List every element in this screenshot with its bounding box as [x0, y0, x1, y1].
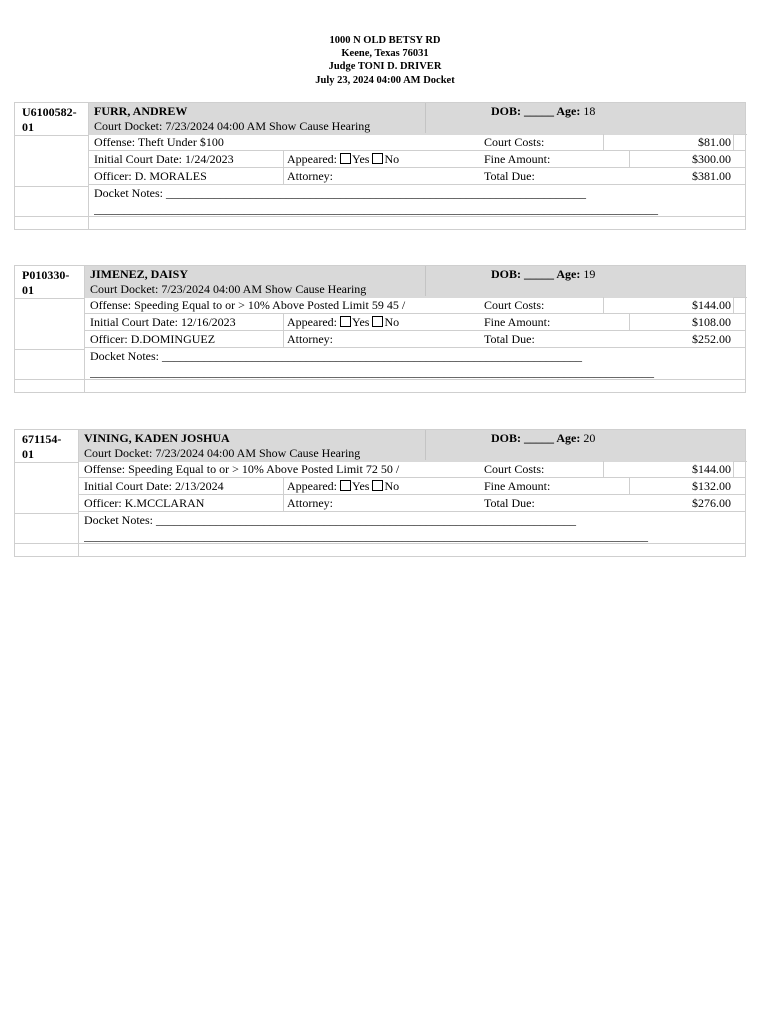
docket-notes-label: Docket Notes: ______________________________________________________________________ — [90, 349, 582, 363]
case-number — [14, 265, 84, 393]
attorney-label: Attorney: — [287, 496, 333, 510]
appeared-field — [287, 151, 399, 168]
defendant-name: FURR, ANDREW — [94, 104, 188, 118]
case-record — [14, 102, 746, 232]
appeared-label: Appeared: — [287, 152, 337, 166]
no-label: No — [384, 152, 400, 166]
fine-amount-value: $300.00 — [692, 152, 731, 166]
court-docket: Court Docket: 7/23/2024 04:00 AM Show Cause Hearing — [84, 446, 361, 460]
attorney-label: Attorney: — [287, 332, 333, 346]
fine-amount-value: $108.00 — [692, 315, 731, 329]
case-details — [78, 429, 746, 557]
case-number — [14, 429, 78, 557]
total-due-value: $252.00 — [692, 332, 731, 346]
court-city: Keene, Texas 76031 — [341, 48, 429, 60]
judge-name: Judge TONI D. DRIVER — [328, 61, 442, 73]
total-due-label: Total Due: — [484, 332, 535, 346]
fine-amount-value: $132.00 — [692, 479, 731, 493]
case-number-line1: P010330- — [22, 268, 70, 282]
court-costs-label: Court Costs: — [484, 135, 545, 149]
court-docket: Court Docket: 7/23/2024 04:00 AM Show Cause Hearing — [90, 282, 367, 296]
appeared-field — [287, 314, 399, 331]
yes-label: Yes — [351, 152, 370, 166]
total-due-value: $276.00 — [692, 496, 731, 510]
no-checkbox[interactable] — [372, 153, 383, 164]
case-details — [84, 265, 746, 393]
yes-checkbox[interactable] — [340, 480, 351, 491]
age-value: 18 — [583, 104, 596, 118]
appeared-label: Appeared: — [287, 315, 337, 329]
court-costs-label: Court Costs: — [484, 462, 545, 476]
initial-court-date: Initial Court Date: 1/24/2023 — [94, 152, 234, 166]
docket-notes-line: ______________________________________________________________________________________________ — [90, 365, 654, 379]
case-number-line2: 01 — [22, 283, 34, 297]
yes-checkbox[interactable] — [340, 316, 351, 327]
total-due-label: Total Due: — [484, 169, 535, 183]
appeared-label: Appeared: — [287, 479, 337, 493]
fine-amount-label: Fine Amount: — [484, 152, 551, 166]
yes-label: Yes — [351, 315, 370, 329]
fine-amount-label: Fine Amount: — [484, 315, 551, 329]
officer: Officer: D. MORALES — [94, 169, 207, 183]
docket-notes-line: ______________________________________________________________________________________________ — [94, 202, 658, 216]
court-costs-value: $81.00 — [698, 135, 731, 149]
docket-date: July 23, 2024 04:00 AM Docket — [315, 74, 455, 86]
offense: Offense: Speeding Equal to or > 10% Above Posted Limit 59 45 / — [90, 298, 406, 312]
initial-court-date: Initial Court Date: 2/13/2024 — [84, 479, 224, 493]
no-checkbox[interactable] — [372, 316, 383, 327]
initial-court-date: Initial Court Date: 12/16/2023 — [90, 315, 236, 329]
case-details — [88, 102, 746, 230]
age-value: 19 — [583, 267, 596, 281]
dob-age — [491, 104, 595, 119]
case-number-line2: 01 — [22, 447, 34, 461]
no-label: No — [384, 315, 400, 329]
officer: Officer: K.MCCLARAN — [84, 496, 205, 510]
case-number — [14, 102, 88, 230]
dob-age — [491, 431, 595, 446]
dob-label: DOB: _____ Age: — [491, 267, 581, 281]
docket-notes-line: ______________________________________________________________________________________________ — [84, 529, 648, 543]
docket-header — [0, 34, 770, 87]
dob-age — [491, 267, 595, 282]
fine-amount-label: Fine Amount: — [484, 479, 551, 493]
no-label: No — [384, 479, 400, 493]
age-value: 20 — [583, 431, 596, 445]
court-docket: Court Docket: 7/23/2024 04:00 AM Show Cause Hearing — [94, 119, 371, 133]
offense: Offense: Theft Under $100 — [94, 135, 224, 149]
docket-notes-label: Docket Notes: ______________________________________________________________________ — [94, 186, 586, 200]
court-costs-label: Court Costs: — [484, 298, 545, 312]
total-due-label: Total Due: — [484, 496, 535, 510]
dob-label: DOB: _____ Age: — [491, 431, 581, 445]
no-checkbox[interactable] — [372, 480, 383, 491]
officer: Officer: D.DOMINGUEZ — [90, 332, 216, 346]
defendant-name: JIMENEZ, DAISY — [90, 267, 189, 281]
court-address: 1000 N OLD BETSY RD — [329, 35, 441, 46]
court-costs-value: $144.00 — [692, 298, 731, 312]
offense: Offense: Speeding Equal to or > 10% Above Posted Limit 72 50 / — [84, 462, 400, 476]
yes-label: Yes — [351, 479, 370, 493]
appeared-field — [287, 478, 399, 495]
case-record — [14, 429, 746, 559]
total-due-value: $381.00 — [692, 169, 731, 183]
case-record — [14, 265, 746, 395]
court-costs-value: $144.00 — [692, 462, 731, 476]
case-number-line1: U6100582- — [22, 105, 77, 119]
attorney-label: Attorney: — [287, 169, 333, 183]
yes-checkbox[interactable] — [340, 153, 351, 164]
docket-notes-label: Docket Notes: ______________________________________________________________________ — [84, 513, 576, 527]
case-number-line2: 01 — [22, 120, 34, 134]
case-number-line1: 671154- — [22, 432, 62, 446]
defendant-name: VINING, KADEN JOSHUA — [84, 431, 230, 445]
dob-label: DOB: _____ Age: — [491, 104, 581, 118]
